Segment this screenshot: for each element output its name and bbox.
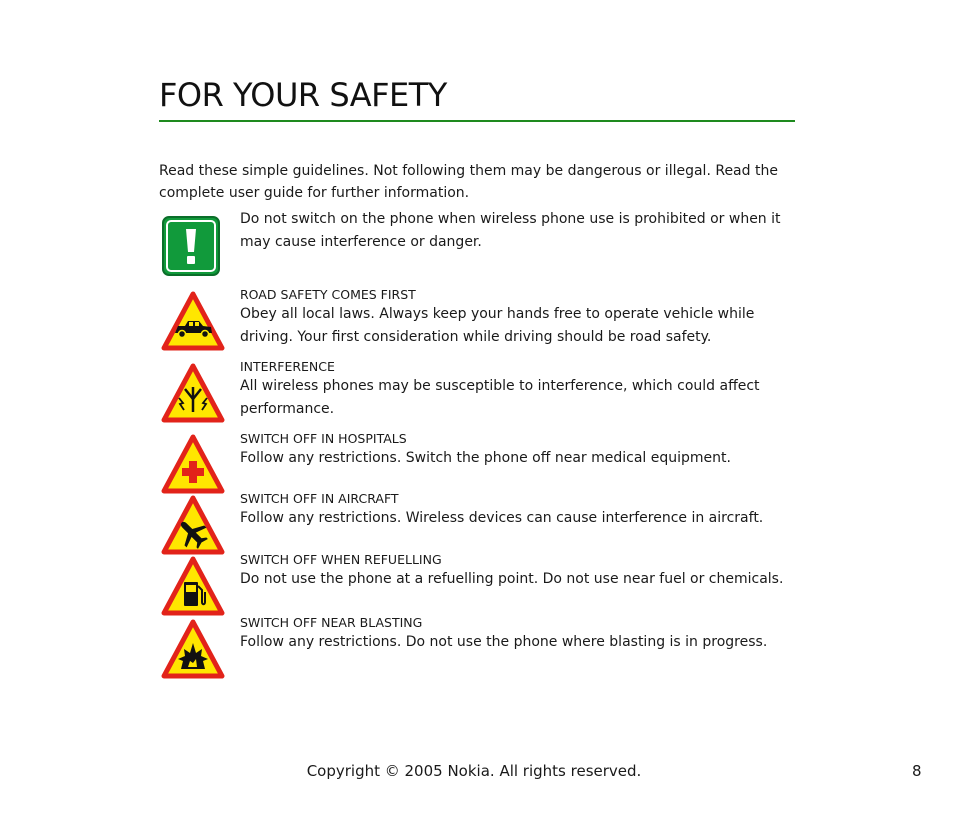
fuel-pump-warning-icon (161, 556, 225, 616)
item-heading: INTERFERENCE (240, 359, 335, 374)
item-text: Do not switch on the phone when wireless phone use is prohibited or when it may cause interference or danger. (240, 211, 781, 250)
item-text: Follow any restrictions. Switch the phone off near medical equipment. (240, 450, 731, 466)
interference-warning-icon (161, 363, 225, 423)
item-heading: SWITCH OFF IN HOSPITALS (240, 431, 407, 446)
item-heading: SWITCH OFF WHEN REFUELLING (240, 552, 442, 567)
item-text: All wireless phones may be susceptible to interference, which could affect performance. (240, 378, 760, 417)
exclamation-icon (161, 215, 221, 277)
aircraft-warning-icon (161, 495, 225, 555)
car-warning-icon (161, 291, 225, 351)
hospital-warning-icon (161, 434, 225, 494)
item-text: Do not use the phone at a refuelling point. Do not use near fuel or chemicals. (240, 571, 784, 587)
safety-item-aircraft (240, 491, 800, 530)
item-text: Obey all local laws. Always keep your hands free to operate vehicle while driving. Your first consideration while driving should be road safety. (240, 306, 755, 345)
safety-item-road (240, 287, 800, 349)
item-heading: ROAD SAFETY COMES FIRST (240, 287, 416, 302)
page-title: FOR YOUR SAFETY (159, 76, 447, 114)
safety-item-blasting (240, 615, 800, 654)
safety-item-refuelling (240, 552, 800, 591)
safety-item-hospitals (240, 431, 800, 470)
intro-paragraph: Read these simple guidelines. Not following them may be dangerous or illegal. Read the complete user guide for further information. (159, 163, 778, 201)
blasting-warning-icon (161, 619, 225, 679)
page-number: 8 (912, 762, 922, 780)
title-rule (159, 120, 795, 122)
item-text: Follow any restrictions. Do not use the phone where blasting is in progress. (240, 634, 768, 650)
copyright-notice: Copyright © 2005 Nokia. All rights reserved. (306, 762, 642, 780)
safety-item-interference (240, 359, 800, 421)
item-text: Follow any restrictions. Wireless devices can cause interference in aircraft. (240, 510, 764, 526)
item-heading: SWITCH OFF NEAR BLASTING (240, 615, 423, 630)
safety-item-power (240, 208, 800, 254)
item-heading: SWITCH OFF IN AIRCRAFT (240, 491, 399, 506)
